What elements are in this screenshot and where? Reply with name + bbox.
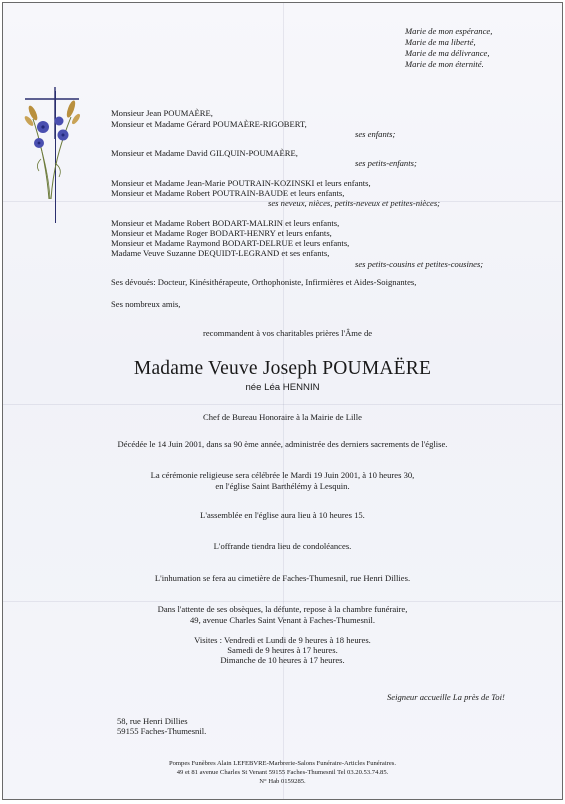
funeral-room-line: Dans l'attente de ses obsèques, la défunte, repose à la chambre funéraire, — [157, 604, 408, 614]
honorary-title: Chef de Bureau Honoraire à la Mairie de Lille — [203, 412, 362, 422]
obituary-sheet — [2, 2, 563, 800]
deceased-name: Madame Veuve Joseph POUMAËRE — [133, 358, 432, 379]
address-line: 58, rue Henri Dillies — [117, 716, 188, 726]
visits-line: Dimanche de 10 heures à 17 heures. — [220, 655, 345, 665]
footer-line: N° Hab 0159285. — [259, 778, 306, 785]
nephews-line: Monsieur et Madame Robert POUTRAIN-BAUDE et leurs enfants, — [111, 188, 345, 198]
assembly-line: L'assemblée en l'église aura lieu à 10 heures 15. — [200, 510, 365, 520]
friends-line: Ses nombreux amis, — [111, 299, 181, 309]
recommend-line: recommandent à vos charitables prières l'Âme de — [203, 328, 373, 338]
ceremony-line: La cérémonie religieuse sera célébrée le Mardi 19 Juin 2001, à 10 heures 30, — [150, 470, 415, 480]
cousins-line: Madame Veuve Suzanne DEQUIDT-LEGRAND et ses enfants, — [111, 248, 330, 258]
poem-line: Marie de mon espérance, — [405, 26, 493, 36]
visits-line: Samedi de 9 heures à 17 heures. — [227, 645, 338, 655]
address-line: 59155 Faches-Thumesnil. — [117, 726, 207, 736]
offering-line: L'offrande tiendra lieu de condoléances. — [213, 541, 352, 551]
cousins-label: ses petits-cousins et petites-cousines; — [355, 259, 484, 269]
prayer-line: Seigneur accueille La près de Toi! — [387, 692, 505, 702]
footer-line: 49 et 81 avenue Charles St Venant 59155 Faches-Thumesnil Tel 03.20.53.74.85. — [176, 769, 389, 776]
children-line: Monsieur Jean POUMAÈRE, — [111, 108, 213, 118]
death-announcement: Décédée le 14 Juin 2001, dans sa 90 ème année, administrée des derniers sacrements de l'église. — [117, 439, 448, 449]
ceremony-line: en l'église Saint Barthélémy à Lesquin. — [215, 481, 350, 491]
cousins-line: Monsieur et Madame Robert BODART-MALRIN et leurs enfants, — [111, 218, 340, 228]
maiden-name: née Léa HENNIN — [245, 382, 320, 393]
cross-flowers-icon — [19, 79, 91, 229]
cousins-line: Monsieur et Madame Roger BODART-HENRY et leurs enfants, — [111, 228, 332, 238]
funeral-home-footer — [3, 759, 562, 786]
burial-line: L'inhumation se fera au cimetière de Faches-Thumesnil, rue Henri Dillies. — [154, 573, 411, 583]
children-label: ses enfants; — [355, 129, 396, 139]
visits-line: Visites : Vendredi et Lundi de 9 heures à 18 heures. — [194, 635, 371, 645]
footer-line: Pompes Funèbres Alain LEFEBVRE-Marbrerie-Salons Funéraire-Articles Funéraires. — [168, 760, 397, 767]
funeral-room-line: 49, avenue Charles Saint Venant à Faches-Thumesnil. — [189, 615, 376, 625]
grandchildren-line: Monsieur et Madame David GILQUIN-POUMAÈRE, — [111, 148, 298, 158]
poem-line: Marie de ma délivrance, — [405, 48, 490, 58]
devoted-line: Ses dévoués: Docteur, Kinésithérapeute, Orthophoniste, Infirmières et Aides-Soignantes, — [111, 277, 417, 287]
children-line: Monsieur et Madame Gérard POUMAÈRE-RIGOBERT, — [111, 119, 307, 129]
nephews-label: ses neveux, nièces, petits-neveux et petites-nièces; — [268, 198, 441, 208]
nephews-line: Monsieur et Madame Jean-Marie POUTRAIN-KOZINSKI et leurs enfants, — [111, 178, 371, 188]
cousins-line: Monsieur et Madame Raymond BODART-DELRUE et leurs enfants, — [111, 238, 350, 248]
poem-line: Marie de ma liberté, — [405, 37, 476, 47]
poem — [405, 26, 492, 70]
poem-line: Marie de mon éternité. — [405, 59, 484, 69]
grandchildren-label: ses petits-enfants; — [355, 158, 417, 168]
